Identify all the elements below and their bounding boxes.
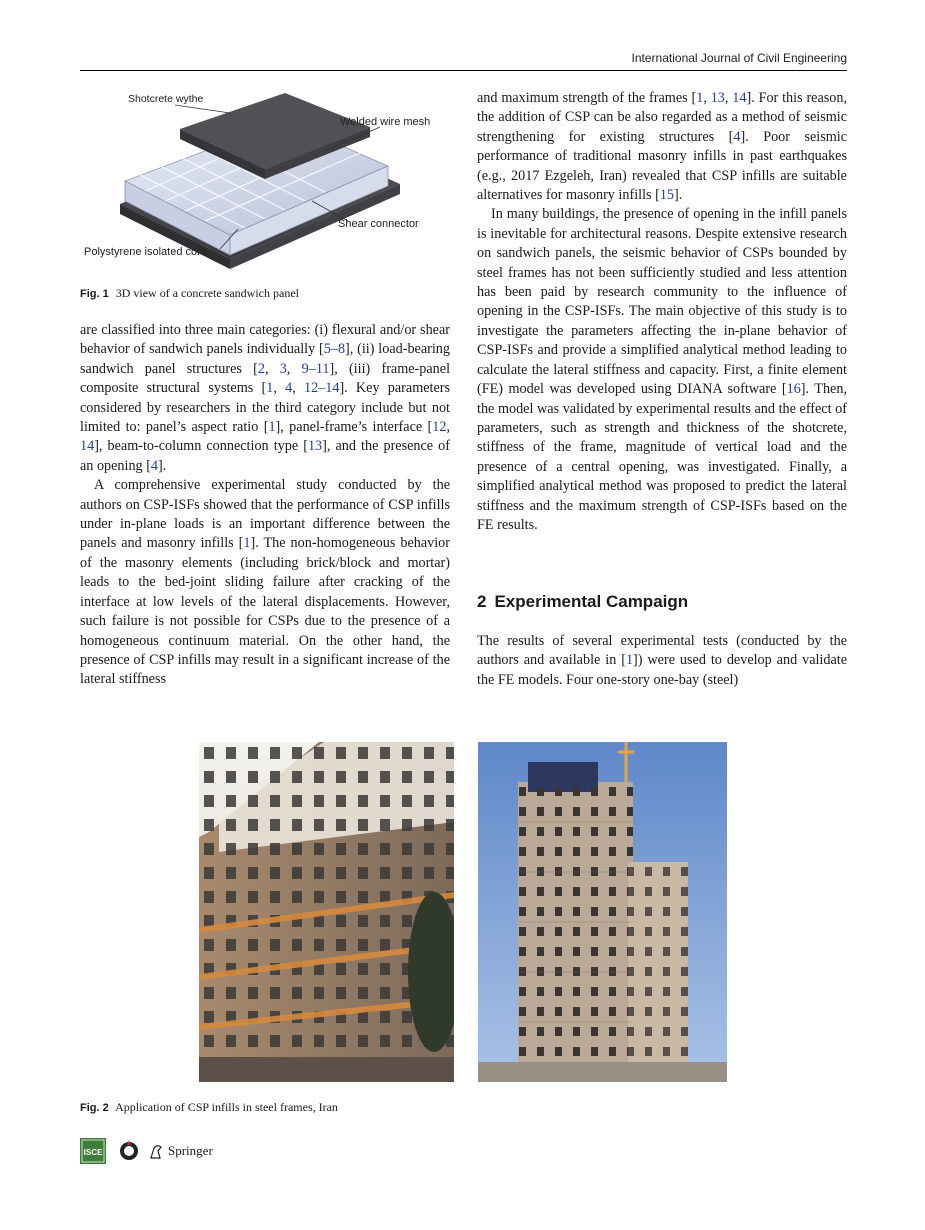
callout-polystyrene-core: Polystyrene isolated core [84, 246, 207, 258]
citation-link[interactable]: 1 [266, 380, 274, 397]
callout-shotcrete-wythe: Shotcrete wythe [128, 93, 204, 105]
citation-link[interactable]: 5–8 [323, 341, 346, 358]
fig2-photo-building-right [478, 742, 727, 1082]
citation-link[interactable]: 3 [279, 360, 287, 377]
callout-shear-connector: Shear connector [338, 218, 419, 230]
running-head: International Journal of Civil Engineering [631, 51, 847, 65]
fig2-label: Fig. 2 [80, 1102, 109, 1114]
section-title: Experimental Campaign [494, 592, 689, 611]
citation-link[interactable]: 4 [150, 457, 159, 474]
left-column [80, 321, 450, 690]
citation-link[interactable]: 14 [80, 438, 95, 455]
right-paragraph-1: and maximum strength of the frames [1, 13, 14]. For this reason, the addition of CSP can be also regarded as a method of seismic strengthening for existing structures [4]. Poor seismic performance of traditional masonry infills in past earthquakes (e.g., 2017 Ezgeleh, Iran) revealed that CSP infills are suitable alternatives for masonry infills [15]. [477, 90, 848, 204]
citation-link[interactable]: 4 [285, 380, 293, 397]
university-crest-icon [118, 1138, 140, 1164]
section-heading [477, 592, 688, 612]
citation-link[interactable]: 9–11 [301, 360, 330, 377]
society-logo-text: ISCE [83, 1148, 103, 1157]
fig2-photo-building-left [199, 742, 454, 1082]
citation-link[interactable]: 12 [432, 419, 447, 436]
footer [80, 1136, 213, 1166]
citation-link[interactable]: 14 [732, 90, 747, 106]
citation-link[interactable]: 1 [696, 90, 704, 106]
citation-link[interactable]: 1 [625, 652, 634, 669]
citation-link[interactable]: 16 [786, 381, 801, 398]
left-paragraph-1: are classified into three main categories: (i) flexural and/or shear behavior of sandwich panels individually [5–8], (ii) load-bearing sandwich panel structures [2, 3, 9–11], (iii) frame-panel composite structural systems [1, 4, 12–14]. Key parameters considered by researchers in the third category include but not limited to: panel’s aspect ratio [1], panel-frame’s interface [12, 14], beam-to-column connection type [13], and the presence of an opening [4]. [80, 322, 451, 474]
citation-link[interactable]: 1 [268, 419, 276, 436]
publisher-name: Springer [168, 1143, 213, 1158]
fig2-caption [80, 1100, 338, 1115]
callout-welded-wire-mesh: Welded wire mesh [340, 116, 431, 128]
section2-body [477, 632, 847, 690]
citation-link[interactable]: 15 [659, 187, 674, 204]
fig1-caption [80, 286, 299, 301]
section-number: 2 [477, 592, 487, 611]
citation-link[interactable]: 1 [243, 535, 251, 552]
header-rule [80, 70, 847, 71]
right-column [477, 89, 847, 535]
fig1-caption-text: 3D view of a concrete sandwich panel [115, 286, 299, 300]
fig1-panel-illustration [80, 89, 450, 274]
section2-paragraph-1: The results of several experimental tests (conducted by the authors and available in [1]) were used to develop and validate the FE models. Four one-story one-bay (steel) [477, 633, 847, 688]
fig2-caption-text: Application of CSP infills in steel frames, Iran [115, 1100, 338, 1114]
right-paragraph-2: In many buildings, the presence of opening in the infill panels is inevitable for architectural reasons. Despite extensive research on sandwich panels, the seismic behavior of CSPs bounded by steel frames has not been sufficiently studied and less attention has been paid by research community to the influence of opening in the CSP-ISFs. The main objective of this study is to investigate the parameters affecting the in-plane behavior of CSP-ISFs and provide a simplified analytical method leading to calculate the lateral stiffness and capacity. First, a finite element (FE) model was developed using DIANA software [16]. Then, the model was validated by experimental results and the effect of parameters, such as strength and thickness of the shotcrete, stiffness of the frame, magnitude of vertical load and the presence of a central opening, was investigated. Finally, a simplified analytical method was proposed to predict the lateral stiffness and the maximum strength of CSP-ISFs based on the FE results. [477, 206, 847, 533]
citation-link[interactable]: 13 [710, 90, 725, 106]
society-logo [80, 1138, 106, 1164]
citation-link[interactable]: 12–14 [303, 380, 340, 397]
fig1-label: Fig. 1 [80, 288, 109, 300]
citation-link[interactable]: 4 [733, 128, 741, 145]
citation-link[interactable]: 13 [307, 438, 323, 455]
springer-horse-icon [148, 1142, 164, 1160]
left-paragraph-2: A comprehensive experimental study conducted by the authors on CSP-ISFs showed that the performance of CSP infills under in-plane loads is an important difference between the panels and masonry infills [1]. The non-homogeneous behavior of the masonry elements (including brick/block and mortar) leads to the bed-joint sliding failure after cracking of the interface at low levels of the lateral displacements. However, such failure is not possible for CSPs due to the presence of a homogeneous continuum material. On the other hand, the presence of CSP infills may result in a significant increase of the lateral stiffness [80, 477, 451, 688]
citation-link[interactable]: 2 [257, 360, 265, 377]
